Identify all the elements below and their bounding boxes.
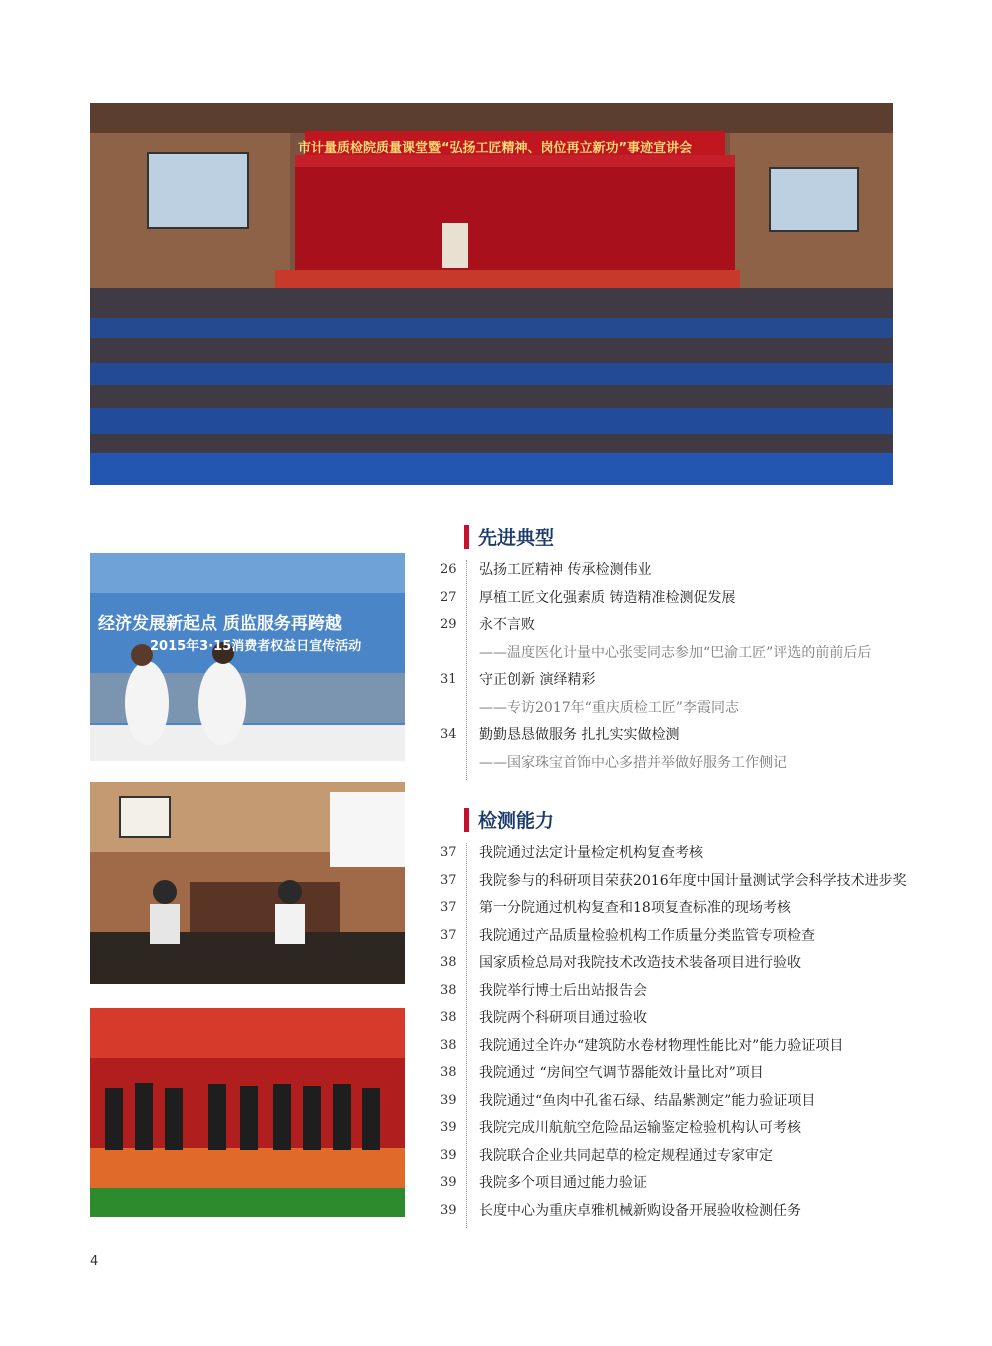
toc-entry-title: 我院联合企业共同起草的检定规程通过专家审定: [479, 1147, 773, 1164]
toc-entry[interactable]: [440, 926, 907, 954]
toc-entry-title: 长度中心为重庆卓雅机械新购设备开展验收检测任务: [479, 1202, 801, 1219]
toc-entry-title: 守正创新 演绎精彩: [479, 672, 596, 688]
toc-page-number: 34: [440, 727, 457, 742]
toc-list-advanced-models: [440, 560, 871, 780]
toc-entry[interactable]: [440, 1173, 907, 1201]
section-title: 先进典型: [478, 527, 555, 549]
toc-entry[interactable]: [440, 843, 907, 871]
hero-photo-auditorium: [90, 103, 893, 485]
toc-entry-title: 我院通过产品质量检验机构工作质量分类监管专项检查: [479, 927, 815, 944]
toc-page-number: 38: [440, 1065, 457, 1080]
hero-banner-text: 市计量质检院质量课堂暨“弘扬工匠精神、岗位再立新功”事迹宣讲会: [298, 141, 693, 156]
toc-entry-title: 弘扬工匠精神 传承检测伟业: [479, 562, 652, 578]
toc-entry-title: 我院通过 “房间空气调节器能效计量比对”项目: [479, 1065, 764, 1081]
toc-entry[interactable]: [440, 1063, 907, 1091]
toc-entry[interactable]: [440, 1146, 907, 1174]
award-ceremony-photo: [90, 1008, 405, 1217]
toc-page-number: 26: [440, 562, 457, 577]
toc-entry-title: 勤勤恳恳做服务 扎扎实实做检测: [479, 727, 680, 743]
toc-entry-title: 我院通过全许办“建筑防水卷材物理性能比对”能力验证项目: [479, 1037, 844, 1054]
toc-page-number: 29: [440, 617, 457, 632]
toc-entry[interactable]: [440, 1118, 907, 1146]
toc-entry-title: 国家质检总局对我院技术改造技术装备项目进行验收: [479, 955, 801, 971]
toc-page-number: 27: [440, 589, 457, 605]
toc-page-number: 39: [440, 1147, 457, 1163]
toc-entry[interactable]: [440, 871, 907, 899]
toc-entry-subtitle: ——专访2017年“重庆质检工匠”李霞同志: [479, 699, 739, 716]
toc-entry-subtitle: ——温度医化计量中心张雯同志参加“巴渝工匠”评选的前前后后: [479, 644, 872, 661]
toc-list-testing-capability: [440, 843, 907, 1228]
toc-page-number: 38: [440, 1037, 457, 1053]
toc-entry[interactable]: [440, 560, 871, 588]
section-title: 检测能力: [478, 810, 555, 832]
toc-entry[interactable]: [440, 981, 907, 1009]
section-accent-bar: [464, 808, 469, 832]
toc-entry-subtitle: ——国家珠宝首饰中心多措并举做好服务工作侧记: [479, 754, 787, 771]
toc-entry[interactable]: [440, 588, 871, 616]
toc-entry-title: 我院参与的科研项目荣获2016年度中国计量测试学会科学技术进步奖: [479, 872, 907, 889]
toc-page-number: 31: [440, 672, 457, 687]
toc-entry-title: 我院两个科研项目通过验收: [479, 1010, 647, 1026]
toc-page-number: 39: [440, 1202, 457, 1218]
toc-entry[interactable]: [440, 670, 871, 698]
toc-entry[interactable]: [440, 615, 871, 643]
promotion-headline: 经济发展新起点 质监服务再跨越: [98, 614, 342, 634]
toc-page-number: 38: [440, 982, 457, 998]
toc-page-number: 38: [440, 955, 457, 970]
toc-entry-title: 我院通过法定计量检定机构复查考核: [479, 845, 703, 861]
toc-page-number: 37: [440, 900, 457, 915]
award-ceremony-illustration: [90, 1008, 405, 1217]
section-accent-bar: [464, 525, 469, 549]
toc-page-number: 39: [440, 1092, 457, 1108]
toc-entry[interactable]: [440, 898, 907, 926]
section-heading-testing-capability: [464, 806, 554, 833]
toc-entry[interactable]: [440, 1201, 907, 1229]
toc-entry-title: 第一分院通过机构复查和18项复查标准的现场考核: [479, 900, 791, 916]
toc-entry-title: 我院通过“鱼肉中孔雀石绿、结晶紫测定”能力验证项目: [479, 1092, 816, 1109]
toc-entry-title: 我院多个项目通过能力验证: [479, 1175, 647, 1191]
promotion-event-illustration: [90, 553, 405, 761]
toc-entry[interactable]: [440, 953, 907, 981]
toc-page-number: 37: [440, 872, 457, 888]
toc-page-number: 37: [440, 927, 457, 943]
toc-entry-title: 我院举行博士后出站报告会: [479, 982, 647, 999]
auditorium-illustration: [90, 103, 893, 485]
section-heading-advanced-models: [464, 523, 554, 550]
toc-entry[interactable]: [440, 1008, 907, 1036]
meeting-room-illustration: [90, 782, 405, 984]
toc-entry-title: 厚植工匠文化强素质 铸造精准检测促发展: [479, 589, 736, 606]
toc-entry-title: 我院完成川航航空危险品运输鉴定检验机构认可考核: [479, 1120, 801, 1136]
promotion-event-photo: [90, 553, 405, 761]
toc-entry[interactable]: [440, 725, 871, 753]
page-number: 4: [90, 1254, 99, 1269]
toc-page-number: 39: [440, 1175, 457, 1190]
toc-entry-title: 永不言败: [479, 617, 535, 633]
meeting-room-photo: [90, 782, 405, 984]
toc-page-number: 38: [440, 1010, 457, 1025]
toc-page-number: 39: [440, 1120, 457, 1135]
toc-entry[interactable]: [440, 1036, 907, 1064]
toc-page-number: 37: [440, 845, 457, 860]
promotion-subline: 2015年3·15消费者权益日宣传活动: [150, 639, 362, 654]
toc-entry[interactable]: [440, 1091, 907, 1119]
